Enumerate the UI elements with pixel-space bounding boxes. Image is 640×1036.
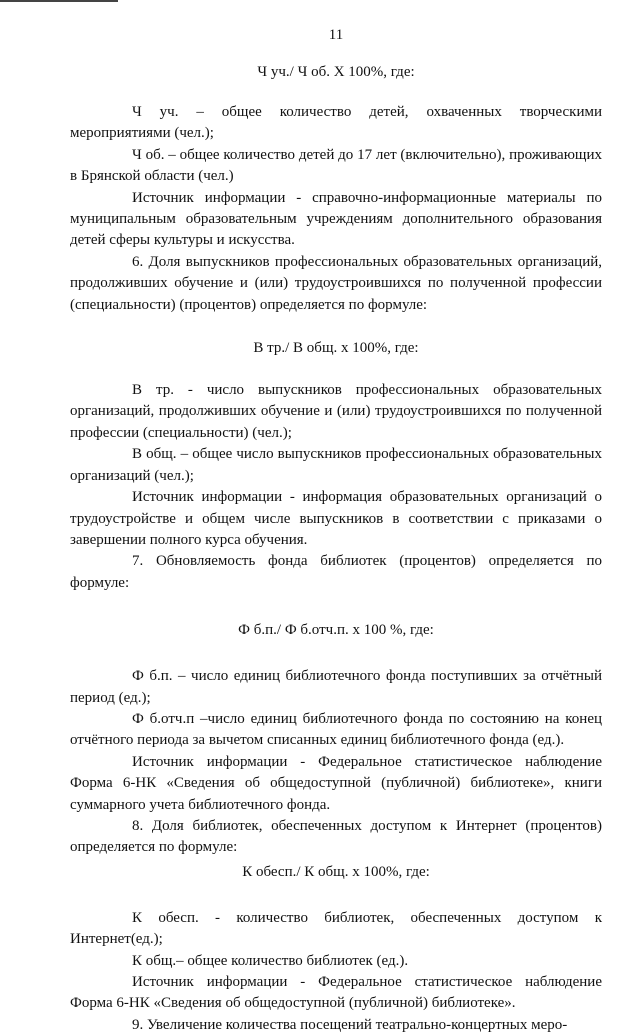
scan-edge-line xyxy=(0,0,118,2)
definition-f-botchp: Ф б.отч.п –число единиц библиотечного фонда по состоянию на конец отчётного периода за вычетом списанных единиц библиотечного фонда (ед.). xyxy=(70,710,602,749)
definition-ch-uch: Ч уч. – общее количество детей, охваченных творческими мероприятиями (чел.); xyxy=(70,104,602,142)
indicator-9-paragraph: 9. Увеличение количества посещений театрально-концертных меро- xyxy=(132,1016,568,1033)
definition-k-obesp: К обесп. - количество библиотек, обеспеченных доступом к Интернет(ед.); xyxy=(70,909,602,948)
source-info-paragraph: Источник информации - справочно-информационные материалы по муниципальным образовательным учреждениям дополнительного образования детей сферы культуры и искусства. xyxy=(70,189,602,249)
document-page xyxy=(70,26,602,1036)
formula-library-fund-renewal: Ф б.п./ Ф б.отч.п. х 100 %, где: xyxy=(238,622,434,639)
definition-f-bp: Ф б.п. – число единиц библиотечного фонда поступивших за отчётный период (ед.); xyxy=(70,668,602,706)
source-info-paragraph: Источник информации - Федеральное статистическое наблюдение Форма 6-НК «Сведения об общедоступной (публичной) библиотеке», книги суммарного учета библиотечного фонда. xyxy=(70,753,602,813)
page-number: 11 xyxy=(328,27,344,43)
indicator-8-paragraph: 8. Доля библиотек, обеспеченных доступом к Интернет (процентов) определяется по формуле: xyxy=(70,817,602,856)
source-info-paragraph: Источник информации - Федеральное статистическое наблюдение Форма 6-НК «Сведения об общедоступной (публичной) библиотеке». xyxy=(70,974,602,1012)
formula-library-internet: К обесп./ К общ. х 100%, где: xyxy=(242,863,430,880)
definition-ch-ob: Ч об. – общее количество детей до 17 лет (включительно), проживающих в Брянской области (чел.) xyxy=(70,146,602,185)
indicator-6-paragraph: 6. Доля выпускников профессиональных образовательных организаций, продолживших обучение и (или) трудоустроившихся по полученной профессии (специальности) (процентов) определяется по формуле: xyxy=(70,253,602,313)
source-info-paragraph: Источник информации - информация образовательных организаций о трудоустройстве и общем числе выпускников в соответствии с приказами о завершении полного курса обучения. xyxy=(70,489,602,548)
definition-k-obsch: К общ.– общее количество библиотек (ед.). xyxy=(132,952,409,969)
indicator-7-paragraph: 7. Обновляемость фонда библиотек (процентов) определяется по формуле: xyxy=(70,553,602,591)
formula-children-coverage: Ч уч./ Ч об. Х 100%, где: xyxy=(257,64,415,80)
definition-v-tr: В тр. - число выпускников профессиональных образовательных организаций, продолживших обучение и (или) трудоустроившихся по полученной профессии (специальности) (чел.); xyxy=(70,382,602,441)
formula-graduates-employment: В тр./ В общ. х 100%, где: xyxy=(253,340,419,357)
definition-v-obsch: В общ. – общее число выпускников профессиональных образовательных организаций (чел.); xyxy=(70,446,602,484)
